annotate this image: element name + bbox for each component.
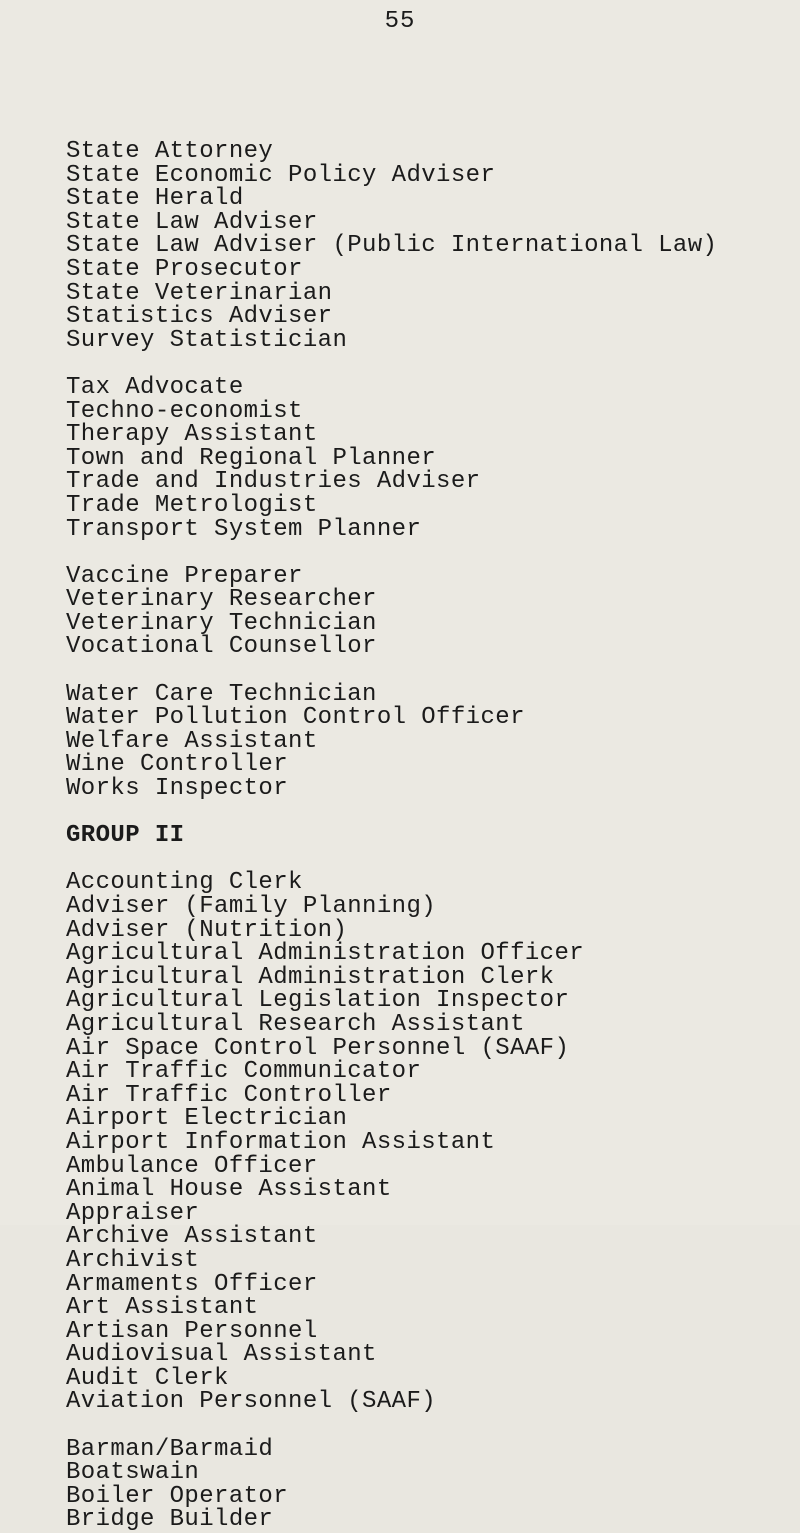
job-title-line: Transport System Planner [66,515,422,543]
job-title-line: Artisan Personnel [66,1317,318,1345]
job-title-line: Tax Advocate [66,373,244,401]
job-title-list [66,140,786,1532]
job-title-line: Water Pollution Control Officer [66,704,525,732]
job-title-line: Welfare Assistant [66,727,318,755]
job-title-line: Boatswain [66,1459,200,1487]
job-title-line: Therapy Assistant [66,421,318,449]
job-title-line: Armaments Officer [66,1270,318,1298]
job-title-line: Airport Information Assistant [66,1128,496,1156]
job-title-line: Trade and Industries Adviser [66,468,481,496]
job-title-line: Statistics Adviser [66,303,333,331]
section-gap [66,541,786,565]
job-title-line: Vocational Counsellor [66,633,377,661]
job-title-line: Trade Metrologist [66,491,318,519]
job-title-line: Aviation Personnel (SAAF) [66,1388,437,1416]
job-title-line: State Veterinarian [66,279,333,307]
section-gap [66,1414,786,1438]
section-gap [66,848,786,872]
job-title-line: Survey Statistician [66,326,348,354]
job-title-line: Wine Controller [66,751,289,779]
job-title-line: Animal House Assistant [66,1176,392,1204]
job-title-line: Veterinary Researcher [66,586,377,614]
job-title-line: Air Traffic Communicator [66,1058,422,1086]
job-title-line: Agricultural Research Assistant [66,1010,525,1038]
section-gap [66,352,786,376]
section-gap [66,801,786,825]
section-gap [66,659,786,683]
job-title-line: State Prosecutor [66,255,303,283]
job-title-line: Archivist [66,1246,200,1274]
group-heading: GROUP II [66,822,185,850]
job-title-line: Air Space Control Personnel (SAAF) [66,1034,570,1062]
job-title-line: Agricultural Legislation Inspector [66,987,570,1015]
job-title-line: Works Inspector [66,775,289,803]
job-title-line: Appraiser [66,1199,200,1227]
job-title-line: Bridge Builder [66,1506,274,1533]
job-title-line: Adviser (Nutrition) [66,916,348,944]
job-title-line: Airport Electrician [66,1105,348,1133]
job-title-line: Audit Clerk [66,1364,229,1392]
job-title-line: Town and Regional Planner [66,444,437,472]
job-title-line: Accounting Clerk [66,869,303,897]
job-title-line: State Law Adviser (Public International Law) [66,232,718,260]
page-number: 55 [384,8,416,35]
job-title-line: Ambulance Officer [66,1152,318,1180]
job-title-line: Agricultural Administration Clerk [66,963,555,991]
job-title-line: State Attorney [66,138,274,165]
job-title-line: Audiovisual Assistant [66,1341,377,1369]
job-title-line: Barman/Barmaid [66,1435,274,1463]
job-title-line: Vaccine Preparer [66,562,303,590]
job-title-line: Air Traffic Controller [66,1081,392,1109]
job-title-line: State Law Adviser [66,208,318,236]
job-title-line: State Herald [66,185,244,213]
job-title-line: Art Assistant [66,1294,259,1322]
job-title-line: Archive Assistant [66,1223,318,1251]
job-title-line: Veterinary Technician [66,609,377,637]
job-title-line: Agricultural Administration Officer [66,940,585,968]
job-title-line: Techno-economist [66,397,303,425]
job-title-line: Adviser (Family Planning) [66,893,437,920]
job-title-line: Water Care Technician [66,680,377,708]
job-title-line: Boiler Operator [66,1482,289,1510]
job-title-line: State Economic Policy Adviser [66,161,496,189]
